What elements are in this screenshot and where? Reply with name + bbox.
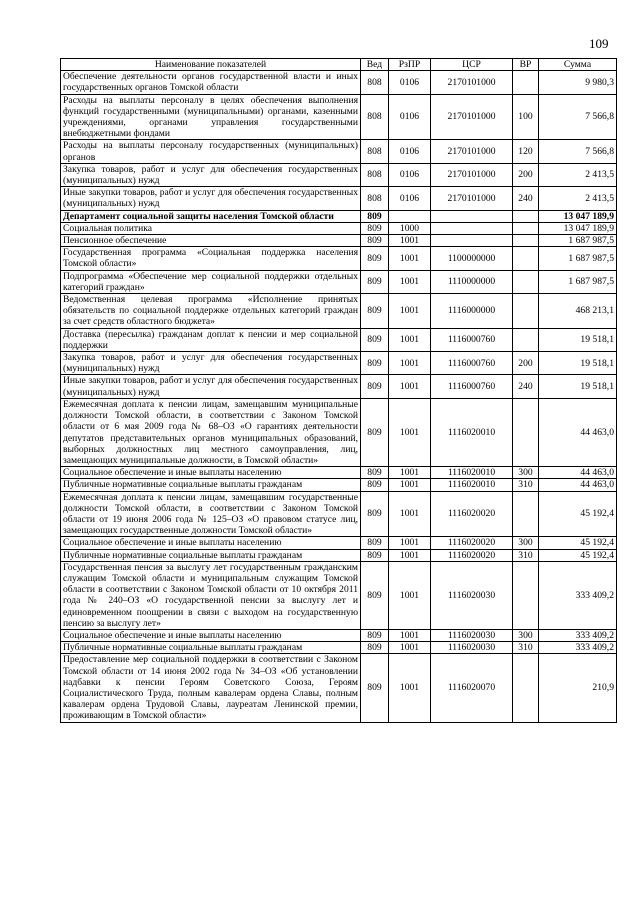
row-name: Публичные нормативные социальные выплаты гражданам xyxy=(61,642,361,654)
row-sum: 44 463,0 xyxy=(539,479,617,491)
row-name: Расходы на выплаты персоналу в целях обеспечения выполнения функций государственными (муниципальными) органами, казенными учреждениями, органами управления государственными внебюджетными фондами xyxy=(61,94,361,140)
table-row xyxy=(61,467,617,479)
row-ved: 809 xyxy=(361,491,389,537)
row-csr xyxy=(431,222,513,234)
row-vr xyxy=(513,398,539,466)
table-header-row xyxy=(61,59,617,71)
row-rzpr: 1001 xyxy=(389,235,431,247)
table-row xyxy=(61,94,617,140)
row-name: Закупка товаров, работ и услуг для обеспечения государственных (муниципальных) нужд xyxy=(61,163,361,186)
row-name: Закупка товаров, работ и услуг для обеспечения государственных (муниципальных) нужд xyxy=(61,352,361,375)
table-row xyxy=(61,235,617,247)
row-csr: 2170101000 xyxy=(431,163,513,186)
table-row xyxy=(61,561,617,629)
row-rzpr: 1001 xyxy=(389,352,431,375)
row-name: Государственная программа «Социальная поддержка населения Томской области» xyxy=(61,247,361,270)
row-csr: 1116020010 xyxy=(431,398,513,466)
row-ved: 809 xyxy=(361,210,389,222)
row-name: Социальное обеспечение и иные выплаты населению xyxy=(61,629,361,641)
row-rzpr: 1001 xyxy=(389,479,431,491)
row-rzpr: 1001 xyxy=(389,467,431,479)
row-vr xyxy=(513,71,539,94)
table-row xyxy=(61,163,617,186)
row-sum: 2 413,5 xyxy=(539,163,617,186)
row-sum: 13 047 189,9 xyxy=(539,210,617,222)
table-body xyxy=(61,71,617,722)
row-ved: 808 xyxy=(361,187,389,210)
row-sum: 1 687 987,5 xyxy=(539,235,617,247)
row-rzpr: 1001 xyxy=(389,549,431,561)
row-rzpr: 1001 xyxy=(389,491,431,537)
row-sum: 7 566,8 xyxy=(539,94,617,140)
row-name: Обеспечение деятельности органов государственной власти и иных государственных органов Томской области xyxy=(61,71,361,94)
row-rzpr: 1001 xyxy=(389,561,431,629)
row-rzpr: 1001 xyxy=(389,294,431,329)
row-ved: 809 xyxy=(361,642,389,654)
row-name: Публичные нормативные социальные выплаты гражданам xyxy=(61,549,361,561)
row-name: Ежемесячная доплата к пенсии лицам, замещавшим государственные должности Томской области, в соответствии с Законом Томской области от 19 июня 2006 года № 125–ОЗ «О правовом статусе лиц, замещающих государственные должности Томской области» xyxy=(61,491,361,537)
row-rzpr: 1000 xyxy=(389,222,431,234)
table-row xyxy=(61,328,617,351)
row-name: Социальное обеспечение и иные выплаты населению xyxy=(61,467,361,479)
row-name: Иные закупки товаров, работ и услуг для обеспечения государственных (муниципальных) нужд xyxy=(61,375,361,398)
row-ved: 809 xyxy=(361,352,389,375)
row-csr: 2170101000 xyxy=(431,140,513,163)
row-csr: 1116020020 xyxy=(431,537,513,549)
row-name: Департамент социальной защиты населения Томской области xyxy=(61,210,361,222)
row-vr xyxy=(513,235,539,247)
row-csr: 1116000000 xyxy=(431,294,513,329)
row-sum: 45 192,4 xyxy=(539,549,617,561)
row-vr xyxy=(513,222,539,234)
row-csr: 1116000760 xyxy=(431,375,513,398)
table-row xyxy=(61,491,617,537)
row-sum: 333 409,2 xyxy=(539,642,617,654)
row-ved: 809 xyxy=(361,537,389,549)
row-ved: 809 xyxy=(361,270,389,293)
row-vr: 240 xyxy=(513,187,539,210)
row-name: Государственная пенсия за выслугу лет государственным гражданским служащим Томской области и муниципальным служащим Томской области в соответствии с Законом Томской области от 10 октября 2011 года № 240–ОЗ «О государственной пенсии за выслугу лет и единовременном поощрении в связи с выходом на государственную пенсию за выслугу лет» xyxy=(61,561,361,629)
row-name: Ежемесячная доплата к пенсии лицам, замещавшим муниципальные должности Томской области, в соответствии с Законом Томской области от 6 мая 2009 года № 68–ОЗ «О гарантиях деятельности депутатов представительных органов муниципальных образований, выборных должностных лиц местного самоуправления, лиц, замещающих муниципальные должности, в Томской области» xyxy=(61,398,361,466)
row-ved: 808 xyxy=(361,71,389,94)
table-row xyxy=(61,210,617,222)
row-ved: 809 xyxy=(361,479,389,491)
row-csr xyxy=(431,235,513,247)
row-sum: 1 687 987,5 xyxy=(539,270,617,293)
row-name: Предоставление мер социальной поддержки в соответствии с Законом Томской области от 14 июня 2002 года № 34–ОЗ «Об установлении надбавки к пенсии Героям Советского Союза, Героям Социалистического Труда, полным кавалерам ордена Славы, полным кавалерам ордена Трудовой Славы, лауреатам Ленинской премии, проживающим в Томской области» xyxy=(61,654,361,722)
row-csr: 1116000760 xyxy=(431,352,513,375)
row-rzpr: 1001 xyxy=(389,398,431,466)
row-name: Пенсионное обеспечение xyxy=(61,235,361,247)
row-rzpr xyxy=(389,210,431,222)
row-vr: 200 xyxy=(513,352,539,375)
row-sum: 468 213,1 xyxy=(539,294,617,329)
row-vr: 120 xyxy=(513,140,539,163)
row-rzpr: 0106 xyxy=(389,163,431,186)
row-name: Доставка (пересылка) гражданам доплат к пенсии и мер социальной поддержки xyxy=(61,328,361,351)
row-sum: 2 413,5 xyxy=(539,187,617,210)
row-sum: 19 518,1 xyxy=(539,352,617,375)
row-name: Ведомственная целевая программа «Исполнение принятых обязательств по социальной поддержке отдельных категорий граждан за счет средств областного бюджета» xyxy=(61,294,361,329)
row-ved: 809 xyxy=(361,247,389,270)
header-ved: Вед xyxy=(361,59,389,71)
row-sum: 333 409,2 xyxy=(539,561,617,629)
row-ved: 809 xyxy=(361,375,389,398)
row-sum: 9 980,3 xyxy=(539,71,617,94)
row-vr: 100 xyxy=(513,94,539,140)
table-row xyxy=(61,654,617,722)
row-sum: 44 463,0 xyxy=(539,467,617,479)
header-name: Наименование показателей xyxy=(61,59,361,71)
row-sum: 210,9 xyxy=(539,654,617,722)
row-csr: 1100000000 xyxy=(431,247,513,270)
row-sum: 19 518,1 xyxy=(539,328,617,351)
row-rzpr: 1001 xyxy=(389,328,431,351)
table-row xyxy=(61,398,617,466)
row-vr: 310 xyxy=(513,479,539,491)
table-row xyxy=(61,375,617,398)
header-csr: ЦСР xyxy=(431,59,513,71)
row-vr xyxy=(513,561,539,629)
row-csr: 1116020020 xyxy=(431,549,513,561)
row-csr: 2170101000 xyxy=(431,94,513,140)
row-rzpr: 1001 xyxy=(389,375,431,398)
row-vr xyxy=(513,270,539,293)
page-number: 109 xyxy=(589,36,609,51)
row-ved: 809 xyxy=(361,222,389,234)
row-rzpr: 0106 xyxy=(389,71,431,94)
row-csr: 1116020010 xyxy=(431,467,513,479)
row-sum: 19 518,1 xyxy=(539,375,617,398)
row-vr xyxy=(513,210,539,222)
row-name: Публичные нормативные социальные выплаты гражданам xyxy=(61,479,361,491)
table-row xyxy=(61,479,617,491)
row-csr: 1116020070 xyxy=(431,654,513,722)
row-vr: 200 xyxy=(513,163,539,186)
row-sum: 1 687 987,5 xyxy=(539,247,617,270)
row-rzpr: 1001 xyxy=(389,654,431,722)
row-vr: 240 xyxy=(513,375,539,398)
row-name: Социальное обеспечение и иные выплаты населению xyxy=(61,537,361,549)
row-rzpr: 1001 xyxy=(389,247,431,270)
row-vr xyxy=(513,294,539,329)
row-vr: 300 xyxy=(513,467,539,479)
table-row xyxy=(61,642,617,654)
row-ved: 809 xyxy=(361,629,389,641)
header-sum: Сумма xyxy=(539,59,617,71)
row-ved: 809 xyxy=(361,294,389,329)
row-vr: 310 xyxy=(513,549,539,561)
row-ved: 808 xyxy=(361,140,389,163)
row-rzpr: 1001 xyxy=(389,270,431,293)
table-row xyxy=(61,187,617,210)
row-name: Расходы на выплаты персоналу государственных (муниципальных) органов xyxy=(61,140,361,163)
row-csr: 1116020030 xyxy=(431,629,513,641)
row-csr: 1116000760 xyxy=(431,328,513,351)
table-row xyxy=(61,140,617,163)
budget-table xyxy=(60,58,617,723)
row-ved: 809 xyxy=(361,549,389,561)
table-row xyxy=(61,270,617,293)
row-csr: 1116020030 xyxy=(431,561,513,629)
table-row xyxy=(61,629,617,641)
table-row xyxy=(61,549,617,561)
row-name: Подпрограмма «Обеспечение мер социальной поддержки отдельных категорий граждан» xyxy=(61,270,361,293)
row-vr xyxy=(513,247,539,270)
row-vr: 310 xyxy=(513,642,539,654)
row-name: Иные закупки товаров, работ и услуг для обеспечения государственных (муниципальных) нужд xyxy=(61,187,361,210)
row-sum: 44 463,0 xyxy=(539,398,617,466)
row-rzpr: 1001 xyxy=(389,642,431,654)
table-row xyxy=(61,537,617,549)
row-vr xyxy=(513,491,539,537)
table-row xyxy=(61,247,617,270)
row-vr: 300 xyxy=(513,537,539,549)
row-ved: 808 xyxy=(361,163,389,186)
table-row xyxy=(61,71,617,94)
header-vr: ВР xyxy=(513,59,539,71)
row-ved: 809 xyxy=(361,328,389,351)
row-rzpr: 1001 xyxy=(389,537,431,549)
row-ved: 809 xyxy=(361,398,389,466)
row-vr xyxy=(513,328,539,351)
header-rzpr: РзПР xyxy=(389,59,431,71)
row-ved: 809 xyxy=(361,561,389,629)
row-name: Социальная политика xyxy=(61,222,361,234)
row-sum: 13 047 189,9 xyxy=(539,222,617,234)
row-sum: 333 409,2 xyxy=(539,629,617,641)
table-row xyxy=(61,294,617,329)
row-csr: 1116020010 xyxy=(431,479,513,491)
row-csr: 2170101000 xyxy=(431,71,513,94)
table-row xyxy=(61,222,617,234)
row-vr xyxy=(513,654,539,722)
row-vr: 300 xyxy=(513,629,539,641)
row-sum: 45 192,4 xyxy=(539,537,617,549)
row-sum: 45 192,4 xyxy=(539,491,617,537)
row-csr: 1116020020 xyxy=(431,491,513,537)
row-ved: 809 xyxy=(361,467,389,479)
row-rzpr: 1001 xyxy=(389,629,431,641)
row-rzpr: 0106 xyxy=(389,94,431,140)
row-rzpr: 0106 xyxy=(389,187,431,210)
row-csr: 1116020030 xyxy=(431,642,513,654)
row-ved: 809 xyxy=(361,235,389,247)
row-csr xyxy=(431,210,513,222)
row-rzpr: 0106 xyxy=(389,140,431,163)
row-csr: 1110000000 xyxy=(431,270,513,293)
row-ved: 809 xyxy=(361,654,389,722)
row-sum: 7 566,8 xyxy=(539,140,617,163)
row-ved: 808 xyxy=(361,94,389,140)
table-row xyxy=(61,352,617,375)
row-csr: 2170101000 xyxy=(431,187,513,210)
